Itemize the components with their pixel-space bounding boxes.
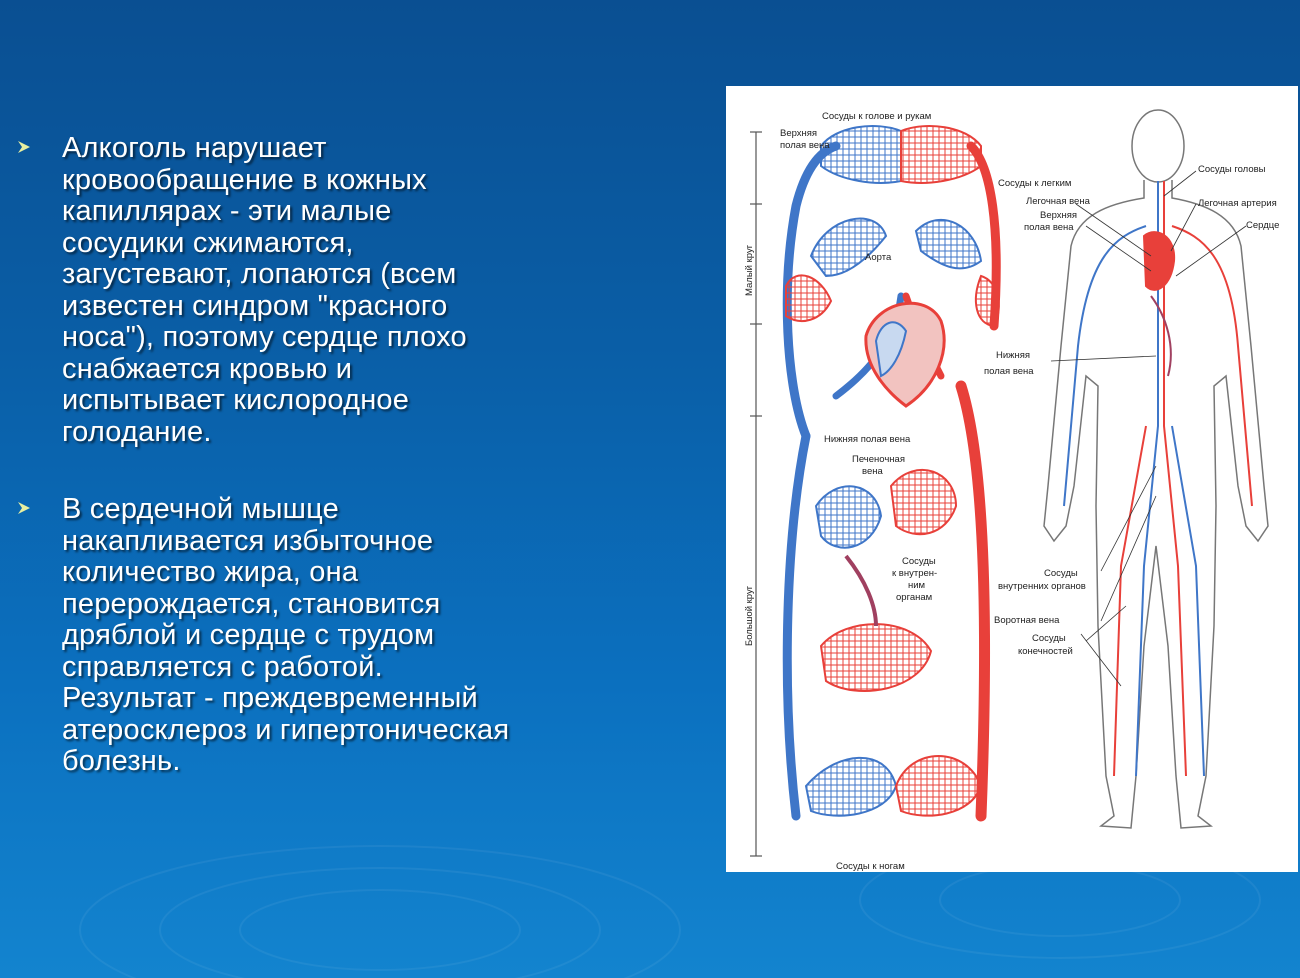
bullet-2-line: количество жира, она [62, 556, 359, 588]
label-lower-vena-right-1: Нижняя [996, 350, 1031, 361]
bullet-2-line: Результат - преждевременный [62, 682, 478, 714]
bullet-1-line: известен синдром "красного [62, 289, 448, 322]
capillary-legs [806, 756, 981, 816]
capillary-liver [816, 470, 956, 548]
label-lower-vena: Нижняя полая вена [824, 434, 911, 445]
bullet-arrow-icon [16, 139, 32, 155]
body-figure [1044, 110, 1268, 828]
body-vessels [1064, 181, 1252, 776]
label-upper-vena-2: полая вена [780, 140, 830, 151]
bullet-arrow-icon [16, 500, 32, 516]
bullet-1 [62, 133, 682, 448]
bullet-1-line: снабжается кровью и [62, 352, 353, 385]
bullet-1-line: загустевают, лопаются (всем [62, 258, 457, 290]
bullet-2-line: перерождается, становится [62, 587, 441, 620]
label-heart: Сердце [1246, 220, 1280, 231]
bullet-2-line: накапливается избыточное [62, 524, 434, 557]
heart [866, 303, 944, 406]
bullet-1-line: капиллярах - эти малые [62, 195, 392, 227]
label-upper-vena-right-2: полая вена [1024, 222, 1074, 233]
label-legs: Сосуды к ногам [836, 861, 905, 872]
label-head-arms: Сосуды к голове и рукам [822, 111, 932, 122]
label-lower-vena-right-2: полая вена [984, 366, 1034, 377]
bullet-2-line: справляется с работой. [62, 650, 383, 683]
label-upper-vena-right-1: Верхняя [1040, 210, 1078, 221]
label-head-vessels: Сосуды головы [1198, 164, 1266, 175]
label-limb-1: Сосуды [1032, 633, 1066, 644]
label-internal-right-1: Сосуды [1044, 568, 1078, 579]
label-pulmonary-vein: Легочная вена [1026, 196, 1090, 207]
small-circle-label: Малый круг [744, 244, 755, 296]
label-hepatic-1: Печеночная [852, 454, 905, 465]
label-internal-3: ним [908, 580, 926, 591]
big-circle-label: Большой круг [744, 585, 755, 646]
bullet-2-line: дряблой и сердце с трудом [62, 619, 435, 651]
bullet-2-line: В сердечной мышце [62, 493, 339, 525]
circulation-figure [726, 86, 1298, 872]
bullet-2 [62, 494, 682, 778]
bullet-1-line: голодание. [62, 415, 212, 448]
bullet-2-line: болезнь. [62, 745, 181, 777]
label-limb-2: конечностей [1018, 646, 1073, 657]
label-internal-2: к внутрен- [892, 568, 938, 579]
circle-scale [750, 132, 762, 856]
bullet-1-line: кровообращение в кожных [62, 163, 427, 196]
bullet-1-line: сосудики сжимаются, [62, 226, 354, 259]
bullet-1-line: испытывает кислородное [62, 384, 410, 416]
bullet-1-line: носа"), поэтому сердце плохо [62, 321, 467, 353]
label-internal-right-2: внутренних органов [998, 581, 1086, 592]
label-internal-4: органам [896, 592, 933, 603]
bullet-1-line: Алкоголь нарушает [62, 132, 327, 164]
label-internal-1: Сосуды [902, 556, 936, 567]
bullet-2-line: атеросклероз и гипертоническая [62, 713, 510, 746]
label-lungs: Сосуды к легким [998, 178, 1072, 189]
right-diagram-labels [984, 164, 1279, 657]
circulation-diagram [726, 86, 1298, 872]
capillary-head [821, 126, 981, 183]
label-upper-vena-1: Верхняя [780, 128, 818, 139]
label-aorta: Аорта [865, 252, 892, 263]
label-hepatic-2: вена [862, 466, 883, 477]
label-portal-vein: Воротная вена [994, 615, 1060, 626]
label-pulmonary-artery: Легочная артерия [1198, 198, 1277, 209]
